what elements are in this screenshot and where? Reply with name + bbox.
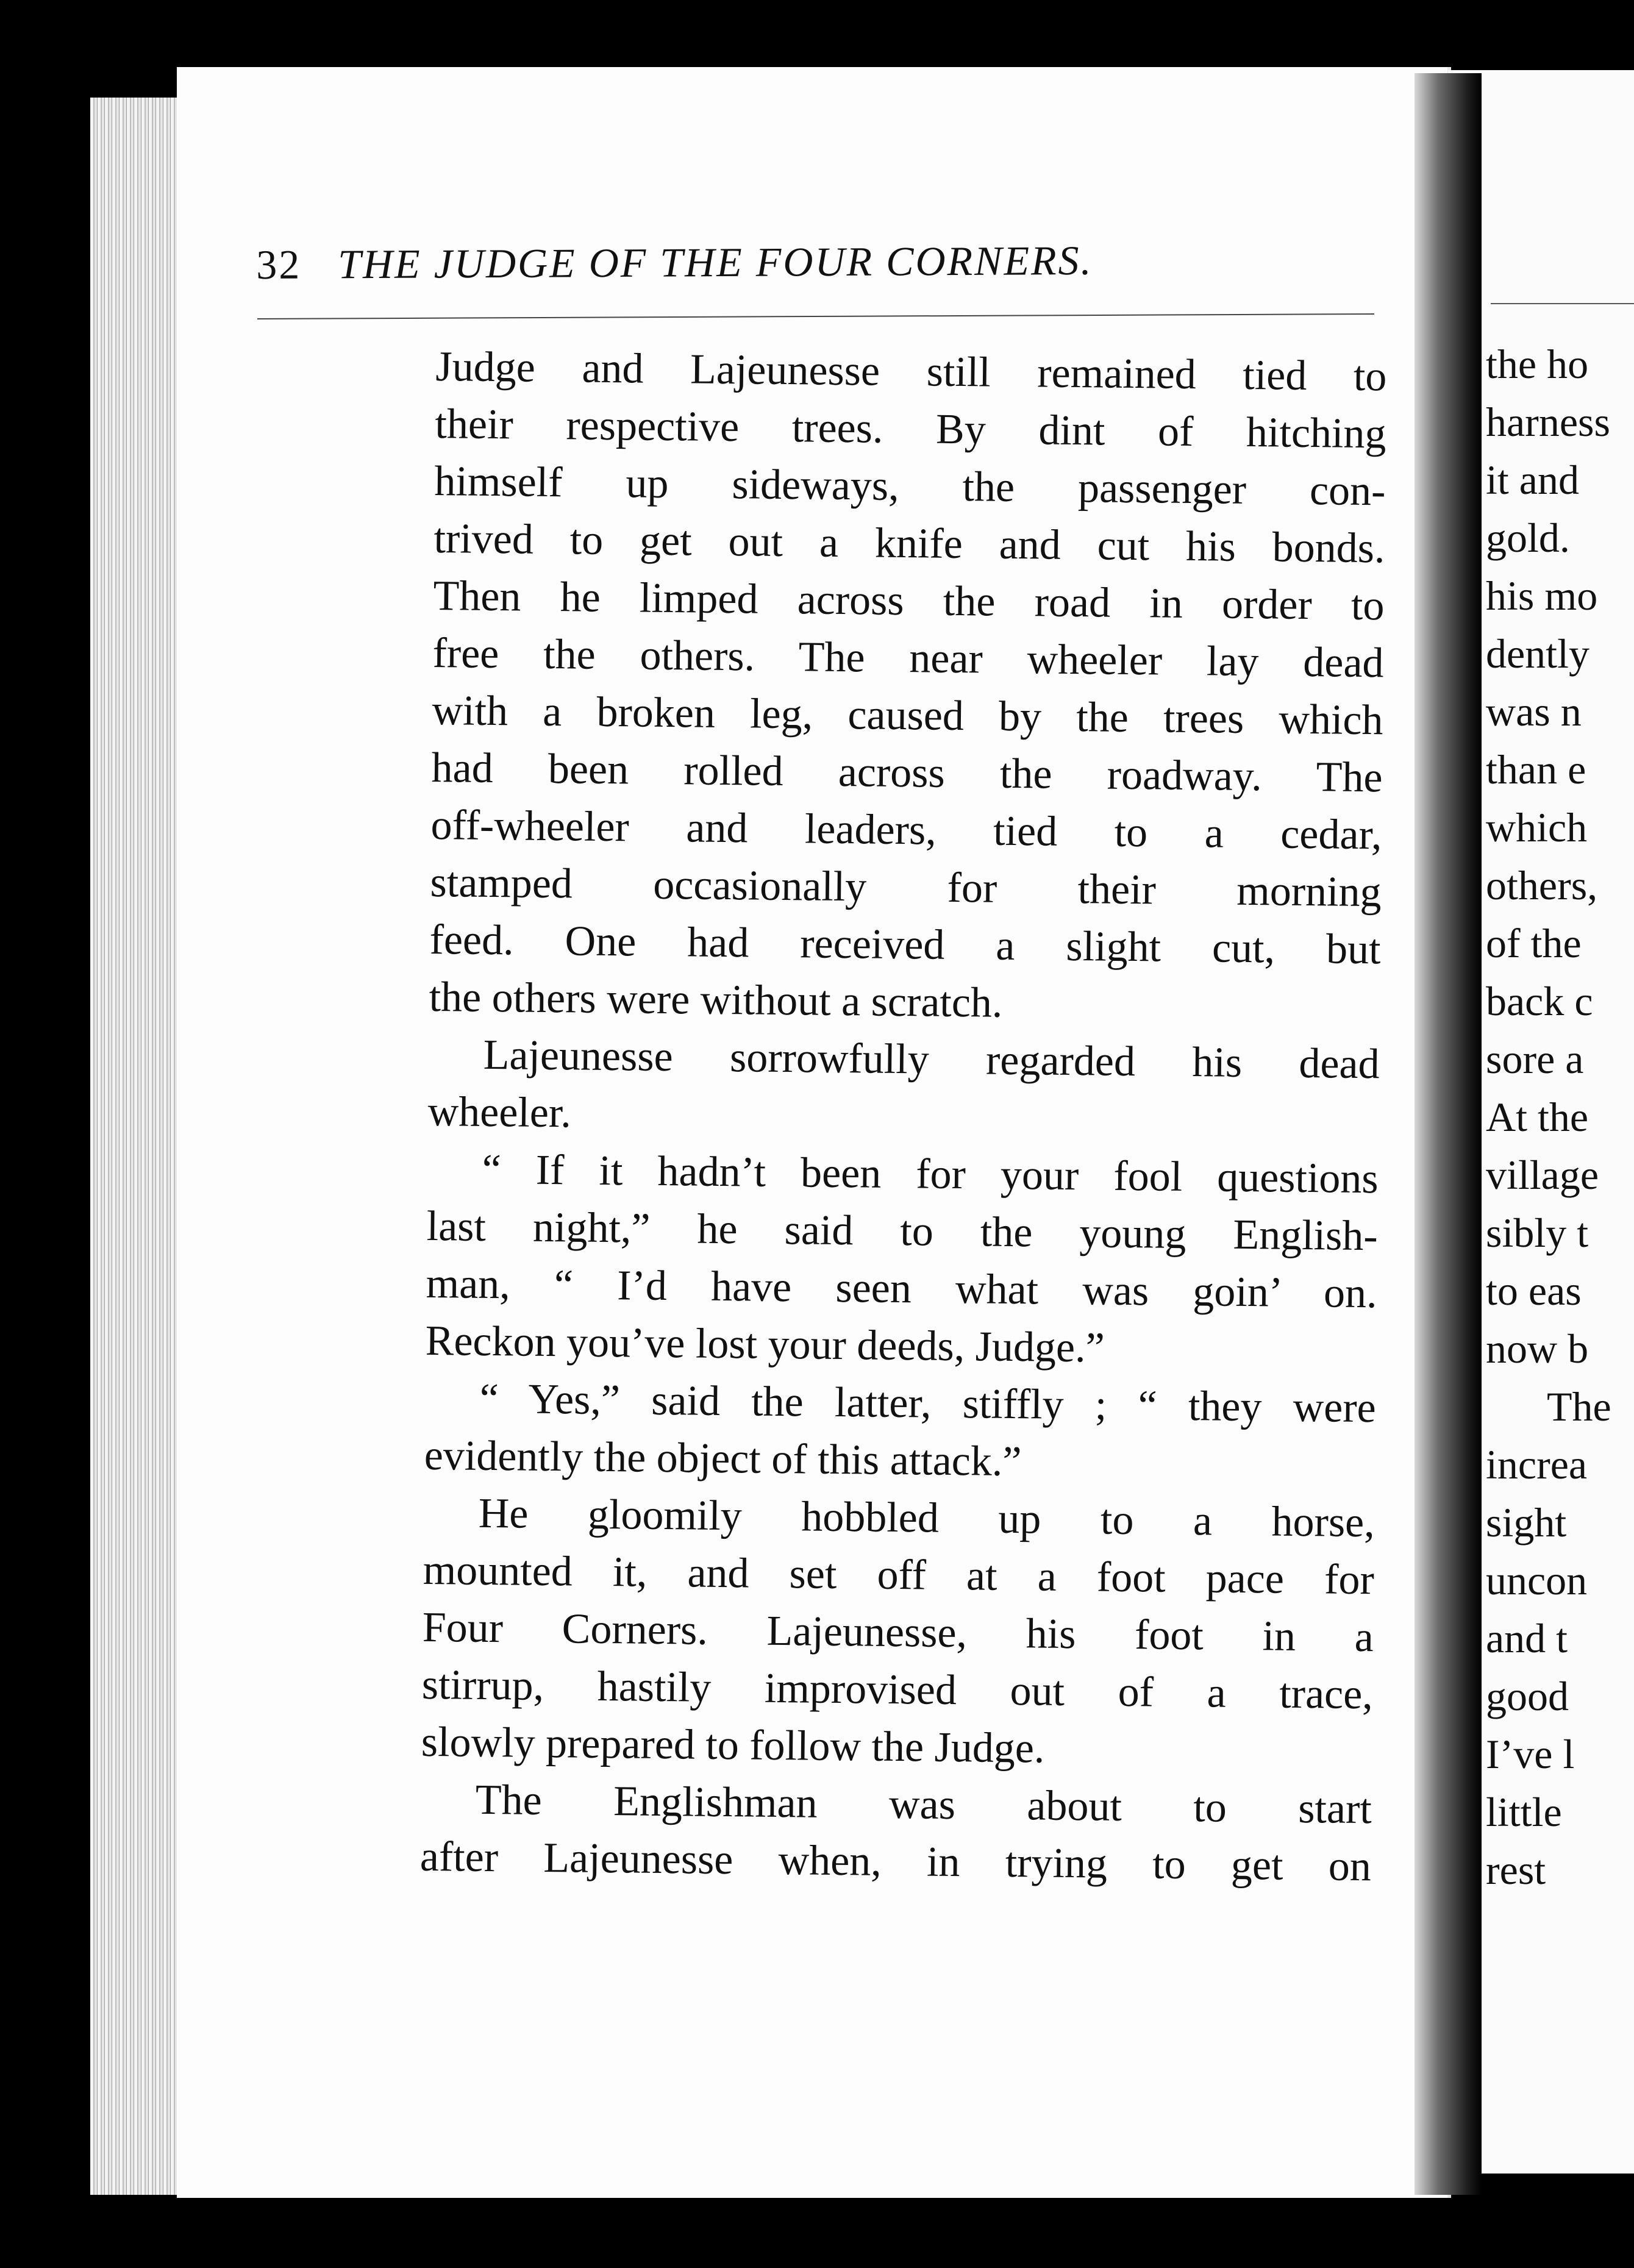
facing-line: to eas — [1486, 1268, 1582, 1314]
body-text — [419, 338, 1386, 1895]
text-line: last night,” he said to the young English- — [426, 1202, 1379, 1260]
text-line: Then he limped across the road in order to — [433, 572, 1385, 630]
facing-line: gold. — [1486, 515, 1570, 561]
text-line: the others were without a scratch. — [429, 973, 1003, 1027]
text-line: himself up sideways, the passenger con- — [434, 457, 1386, 515]
text-line: stamped occasionally for their morning — [430, 858, 1382, 916]
text-line: “ If it hadn’t been for your fool questions — [482, 1146, 1379, 1203]
text-line: The Englishman was about to start — [475, 1776, 1372, 1833]
text-line: trived to get out a knife and cut his bonds. — [433, 515, 1385, 572]
facing-line: back c — [1486, 978, 1593, 1024]
text-line: their respective trees. By dint of hitching — [435, 400, 1386, 458]
facing-line: village — [1486, 1152, 1599, 1198]
facing-line: sight — [1486, 1499, 1567, 1546]
facing-line: little — [1486, 1789, 1562, 1835]
facing-line: than e — [1486, 746, 1586, 793]
facing-line: was n — [1486, 688, 1582, 735]
facing-line: and t — [1486, 1615, 1568, 1661]
facing-page-rule — [1491, 303, 1634, 304]
facing-line: uncon — [1486, 1557, 1588, 1603]
facing-line: I’ve l — [1486, 1731, 1575, 1777]
text-line: He gloomily hobbled up to a horse, — [478, 1489, 1375, 1547]
facing-line: rest — [1486, 1847, 1546, 1893]
facing-page-text — [1486, 335, 1634, 1899]
facing-line: sore a — [1486, 1036, 1584, 1082]
page-number: 32 — [256, 241, 302, 288]
facing-line: dently — [1486, 630, 1589, 677]
facing-line: now b — [1486, 1325, 1589, 1372]
facing-line: increa — [1486, 1441, 1588, 1488]
facing-line: of the — [1486, 920, 1582, 966]
facing-line: The — [1547, 1383, 1611, 1430]
text-line: “ Yes,” said the latter, stiffly ; “ they were — [479, 1375, 1377, 1432]
facing-line: it and — [1486, 457, 1579, 503]
facing-line: good — [1486, 1673, 1569, 1719]
text-line: Lajeunesse sorrowfully regarded his dead — [483, 1031, 1380, 1088]
facing-line: the ho — [1486, 341, 1589, 387]
text-line: slowly prepared to follow the Judge. — [421, 1718, 1045, 1772]
text-line: man, “ I’d have seen what was goin’ on. — [426, 1260, 1378, 1318]
book-gutter-shadow — [1415, 73, 1482, 2195]
text-line: had been rolled across the roadway. The — [431, 744, 1383, 802]
text-line: with a broken leg, caused by the trees which — [432, 686, 1383, 744]
text-line: Judge and Lajeunesse still remained tied to — [435, 343, 1387, 401]
facing-line: At the — [1486, 1094, 1589, 1140]
text-line: free the others. The near wheeler lay dead — [432, 629, 1384, 687]
text-line: stirrup, hastily improvised out of a trace, — [421, 1661, 1374, 1719]
text-line: after Lajeunesse when, in trying to get on — [419, 1833, 1372, 1891]
text-line: Four Corners. Lajeunesse, his foot in a — [422, 1603, 1374, 1661]
text-line: feed. One had received a slight cut, but — [429, 916, 1381, 974]
facing-line: his mo — [1486, 572, 1598, 619]
text-line: mounted it, and set off at a foot pace for — [423, 1546, 1375, 1604]
page-fore-edge — [90, 98, 182, 2195]
text-line: Reckon you’ve lost your deeds, Judge.” — [425, 1317, 1105, 1372]
facing-line: harness — [1486, 399, 1610, 445]
running-head-title: THE JUDGE OF THE FOUR CORNERS. — [338, 237, 1093, 288]
facing-line: sibly t — [1486, 1210, 1589, 1256]
text-line: off-wheeler and leaders, tied to a cedar, — [430, 801, 1382, 859]
text-line: wheeler. — [427, 1088, 572, 1137]
facing-line: which — [1486, 804, 1588, 850]
running-head — [256, 235, 1293, 308]
facing-line: others, — [1486, 862, 1598, 908]
text-line: evidently the object of this attack.” — [424, 1432, 1022, 1486]
